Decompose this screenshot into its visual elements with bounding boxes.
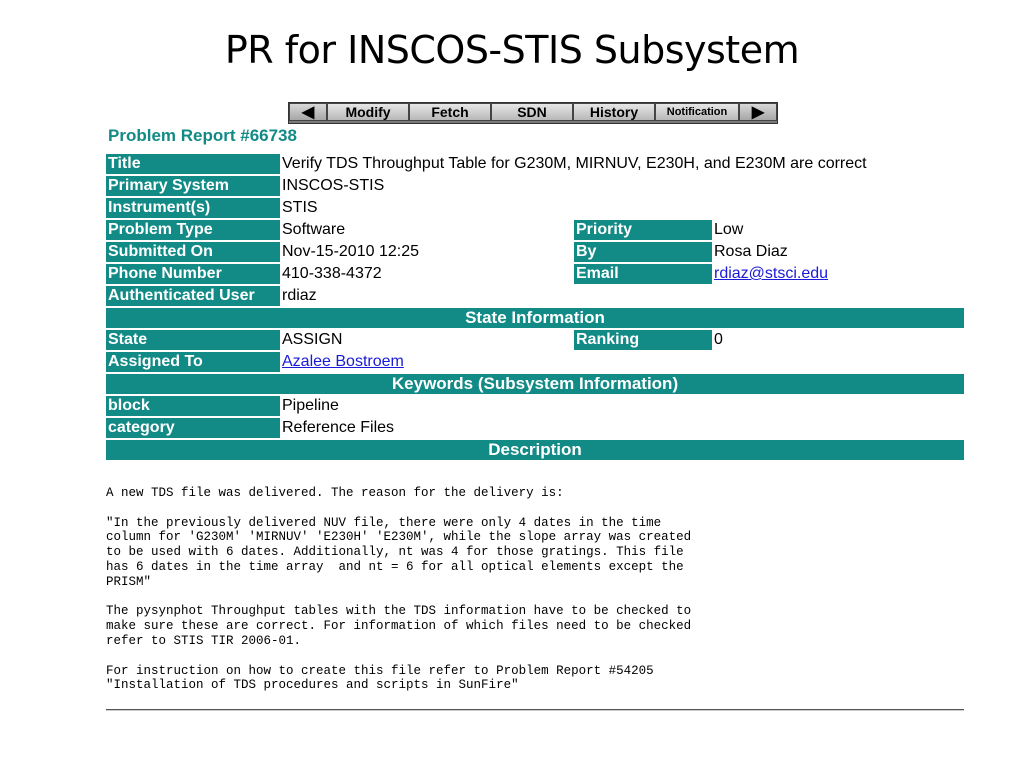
- sdn-button[interactable]: SDN: [491, 103, 573, 121]
- submitted-on-value: Nov-15-2010 12:25: [282, 243, 419, 260]
- description-header: Description: [106, 440, 964, 460]
- row-problem-type: [106, 220, 964, 240]
- keywords-header: Keywords (Subsystem Information): [106, 374, 964, 394]
- assigned-to-cell: [280, 352, 964, 372]
- assigned-to-label: Assigned To: [106, 352, 280, 372]
- email-link[interactable]: rdiaz@stsci.edu: [714, 265, 829, 282]
- row-description-header: [106, 440, 964, 460]
- bottom-divider: [106, 709, 964, 711]
- primary-system-label: Primary System: [106, 176, 280, 196]
- row-phone: [106, 264, 964, 284]
- phone-label: Phone Number: [106, 264, 280, 284]
- back-arrow-button[interactable]: ◀: [289, 103, 327, 121]
- authenticated-user-value: rdiaz: [282, 287, 317, 304]
- title-label: Title: [106, 154, 280, 174]
- slide-title: PR for INSCOS-STIS Subsystem: [224, 28, 800, 72]
- history-button[interactable]: History: [573, 103, 655, 121]
- state-label: State: [106, 330, 280, 350]
- toolbar: [288, 102, 778, 124]
- block-label: block: [106, 396, 280, 416]
- row-primary-system: [106, 176, 964, 196]
- report-title: Problem Report #66738: [108, 126, 297, 145]
- forward-arrow-button[interactable]: ▶: [739, 103, 777, 121]
- row-authenticated-user: [106, 286, 964, 306]
- problem-report-table: [106, 152, 964, 462]
- title-value: Verify TDS Throughput Table for G230M, MIRNUV, E230H, and E230M are correct: [282, 155, 867, 172]
- priority-value: Low: [714, 221, 744, 238]
- submitted-on-label: Submitted On: [106, 242, 280, 262]
- state-information-header: State Information: [106, 308, 964, 328]
- primary-system-value: INSCOS-STIS: [282, 177, 385, 194]
- ranking-label: Ranking: [574, 330, 712, 350]
- email-label: Email: [574, 264, 712, 284]
- fetch-button[interactable]: Fetch: [409, 103, 491, 121]
- category-label: category: [106, 418, 280, 438]
- phone-value: 410-338-4372: [282, 265, 382, 282]
- row-category: [106, 418, 964, 438]
- block-value: Pipeline: [282, 397, 339, 414]
- by-label: By: [574, 242, 712, 262]
- modify-button[interactable]: Modify: [327, 103, 409, 121]
- description-text: A new TDS file was delivered. The reason for the delivery is: "In the previously delivered NUV file, there were only 4 dates in the time column for 'G230M' 'MIRNUV' 'E230H' 'E230M', while the slope array was created to be used with 6 dates. Additionally, nt was 4 for those gratings. This file has 6 dates in the time array and nt = 6 for all optical elements except the PRISM" The pysynphot Throughput tables with the TDS information have to be checked to make sure these are correct. For information of which files need to be checked refer to STIS TIR 2006-01. For instruction on how to create this file refer to Problem Report #54205 "Installation of TDS procedures and scripts in SunFire": [106, 486, 692, 693]
- by-value: Rosa Diaz: [714, 243, 788, 260]
- row-assigned-to: [106, 352, 964, 372]
- category-value: Reference Files: [282, 419, 395, 436]
- instruments-label: Instrument(s): [106, 198, 280, 218]
- problem-type-value: Software: [282, 221, 346, 238]
- priority-label: Priority: [574, 220, 712, 240]
- ranking-value: 0: [714, 331, 723, 348]
- row-title: [106, 154, 964, 174]
- row-instruments: [106, 198, 964, 218]
- row-block: [106, 396, 964, 416]
- authenticated-user-label: Authenticated User: [106, 286, 280, 306]
- row-submitted-on: [106, 242, 964, 262]
- notification-button[interactable]: Notification: [655, 103, 739, 121]
- row-keywords-header: [106, 374, 964, 394]
- problem-type-label: Problem Type: [106, 220, 280, 240]
- assigned-to-link[interactable]: Azalee Bostroem: [282, 353, 404, 370]
- row-state-header: [106, 308, 964, 328]
- row-state: [106, 330, 964, 350]
- email-cell: [712, 264, 964, 284]
- instruments-value: STIS: [282, 199, 318, 216]
- state-value: ASSIGN: [282, 331, 343, 348]
